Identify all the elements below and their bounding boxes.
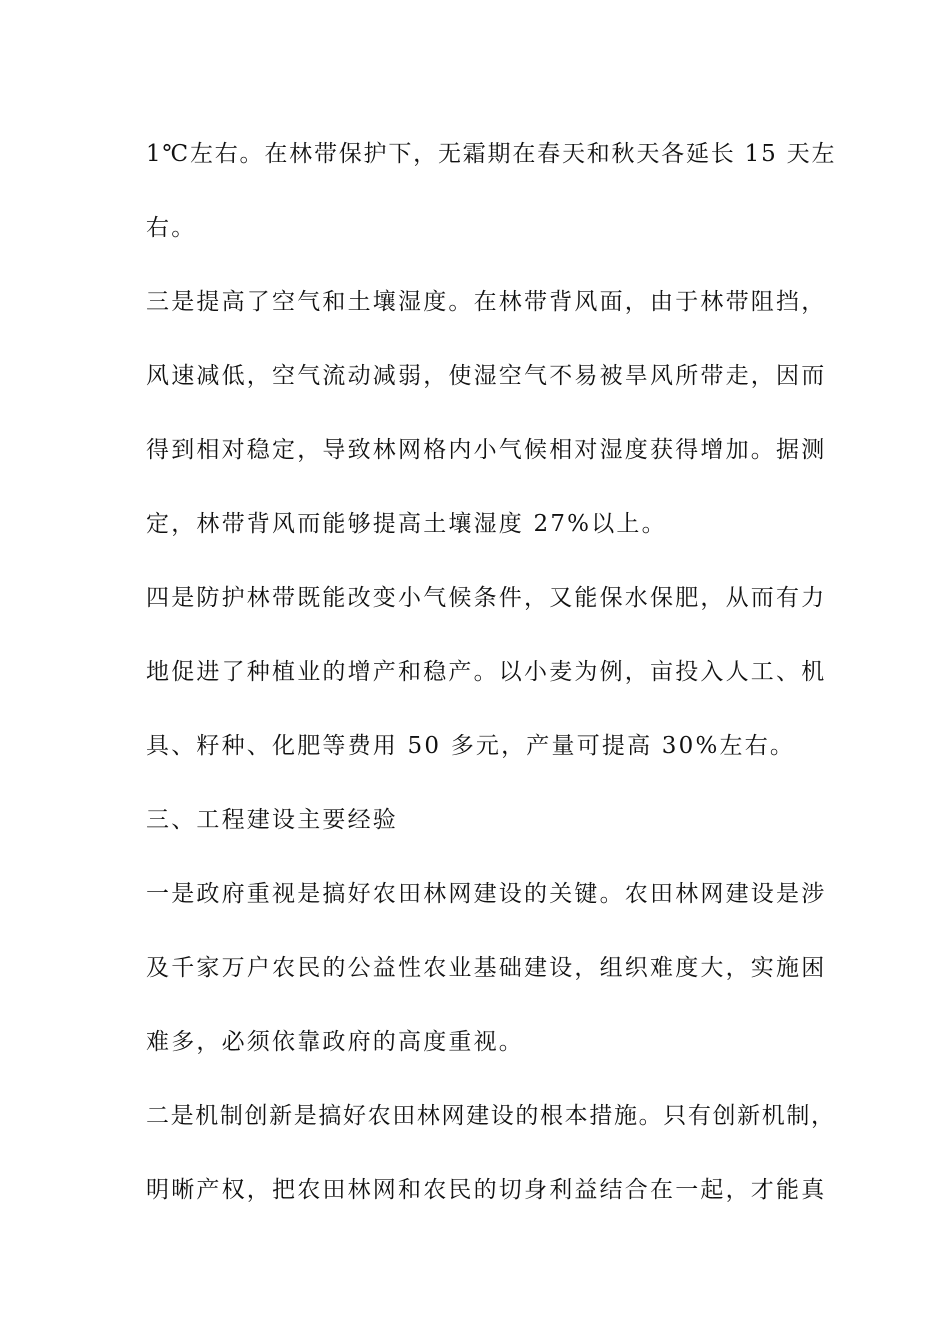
text-line: 具、籽种、化肥等费用 50 多元，产量可提高 30%左右。 [146,733,796,759]
text-line: 及千家万户农民的公益性农业基础建设，组织难度大，实施困 [146,955,827,981]
text-line: 难多，必须依靠政府的高度重视。 [146,1029,524,1055]
text-line: 得到相对稳定，导致林网格内小气候相对湿度获得增加。据测 [146,437,827,463]
text-line: 1℃左右。在林带保护下，无霜期在春天和秋天各延长 15 天左 [146,141,837,167]
section-heading: 三、工程建设主要经验 [146,807,398,833]
text-line: 地促进了种植业的增产和稳产。以小麦为例，亩投入人工、机 [146,659,827,685]
paragraph-start-line: 一是政府重视是搞好农田林网建设的关键。农田林网建设是涉 [146,881,827,907]
text-line: 右。 [146,215,197,241]
text-line: 定，林带背风而能够提高土壤湿度 27%以上。 [146,511,667,537]
paragraph-start-line: 四是防护林带既能改变小气候条件，又能保水保肥，从而有力 [146,585,827,611]
text-line: 风速减低，空气流动减弱，使湿空气不易被旱风所带走，因而 [146,363,827,389]
paragraph-start-line: 二是机制创新是搞好农田林网建设的根本措施。只有创新机制， [146,1103,836,1129]
paragraph-start-line: 三是提高了空气和土壤湿度。在林带背风面，由于林带阻挡， [146,289,827,315]
text-line: 明晰产权，把农田林网和农民的切身利益结合在一起，才能真 [146,1177,827,1203]
